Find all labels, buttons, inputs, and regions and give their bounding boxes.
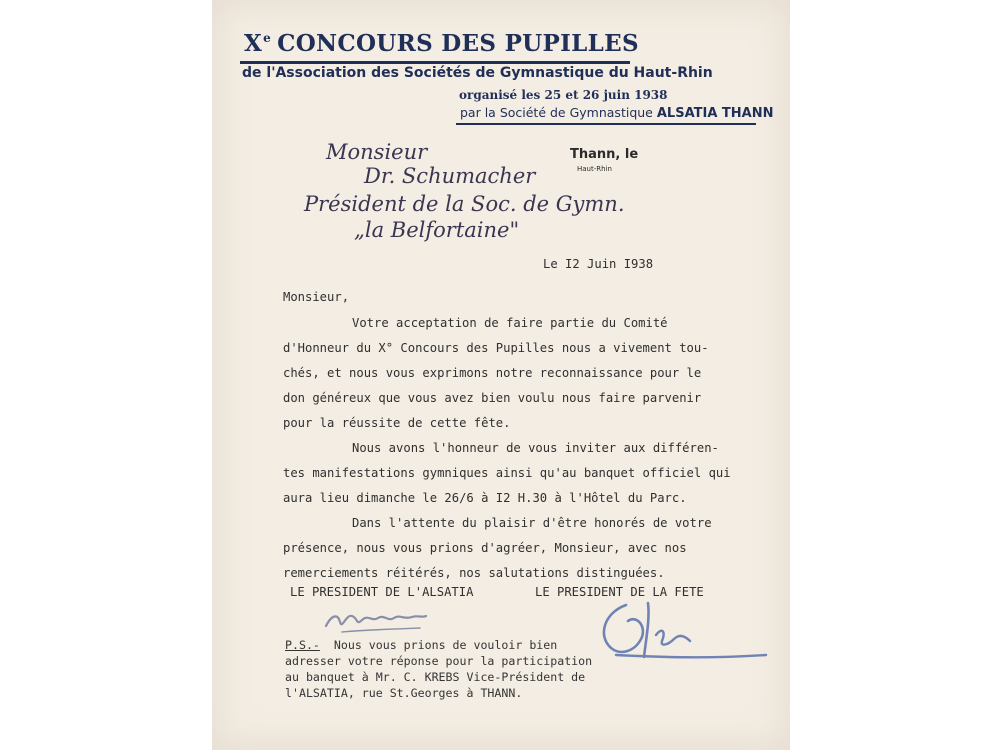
postscript-line-4: l'ALSATIA, rue St.Georges à THANN. (285, 686, 523, 700)
body-line: d'Honneur du X° Concours des Pupilles nous a vivement tou- (283, 341, 709, 355)
body-line: Votre acceptation de faire partie du Comité (352, 316, 668, 330)
recipient-line-4: „la Belfortaine" (354, 218, 520, 242)
body-line: Dans l'attente du plaisir d'être honorés de votre (352, 516, 712, 530)
body-line: pour la réussite de cette fête. (283, 416, 511, 430)
region-label: Haut-Rhin (577, 165, 612, 173)
recipient-line-1: Monsieur (326, 140, 428, 164)
salutation: Monsieur, (283, 290, 350, 304)
letterhead-organizer: par la Société de Gymnastique ALSATIA THANN (460, 105, 774, 121)
letterhead-organized-dates: organisé les 25 et 26 juin 1938 (459, 88, 668, 102)
body-line: présence, nous vous prions d'agréer, Monsieur, avec nos (283, 541, 687, 555)
body-line: don généreux que vous avez bien voulu nous faire parvenir (283, 391, 702, 405)
body-line: tes manifestations gymniques ainsi qu'au banquet officiel qui (283, 466, 731, 480)
signature-left (322, 600, 432, 640)
postscript-line-1: P.S.- Nous vous prions de vouloir bien (285, 638, 558, 652)
postscript-label: P.S.- (285, 638, 320, 652)
postscript-line-2: adresser votre réponse pour la participation (285, 654, 593, 668)
recipient-line-2: Dr. Schumacher (364, 164, 536, 188)
letter-date: Le I2 Juin I938 (543, 257, 654, 271)
signature-title-left: LE PRESIDENT DE L'ALSATIA (290, 585, 474, 599)
recipient-line-3: Président de la Soc. de Gymn. (304, 192, 625, 216)
place-label: Thann, le (570, 147, 639, 162)
signature-title-right: LE PRESIDENT DE LA FETE (535, 585, 704, 599)
body-line: chés, et nous vous exprimons notre reconnaissance pour le (283, 366, 702, 380)
letterhead-rule (240, 61, 630, 64)
body-line: Nous avons l'honneur de vous inviter aux différen- (352, 441, 719, 455)
postscript-line-3: au banquet à Mr. C. KREBS Vice-Président de (285, 670, 586, 684)
body-line: aura lieu dimanche le 26/6 à I2 H.30 à l'Hôtel du Parc. (283, 491, 687, 505)
body-line: remerciements réitérés, nos salutations distinguées. (283, 566, 665, 580)
letterhead-association: de l'Association des Sociétés de Gymnastique du Haut-Rhin (242, 65, 713, 81)
letterhead-underline (456, 123, 756, 125)
letterhead-title: Xe CONCOURS DES PUPILLES (244, 30, 639, 57)
signature-right (596, 595, 771, 675)
